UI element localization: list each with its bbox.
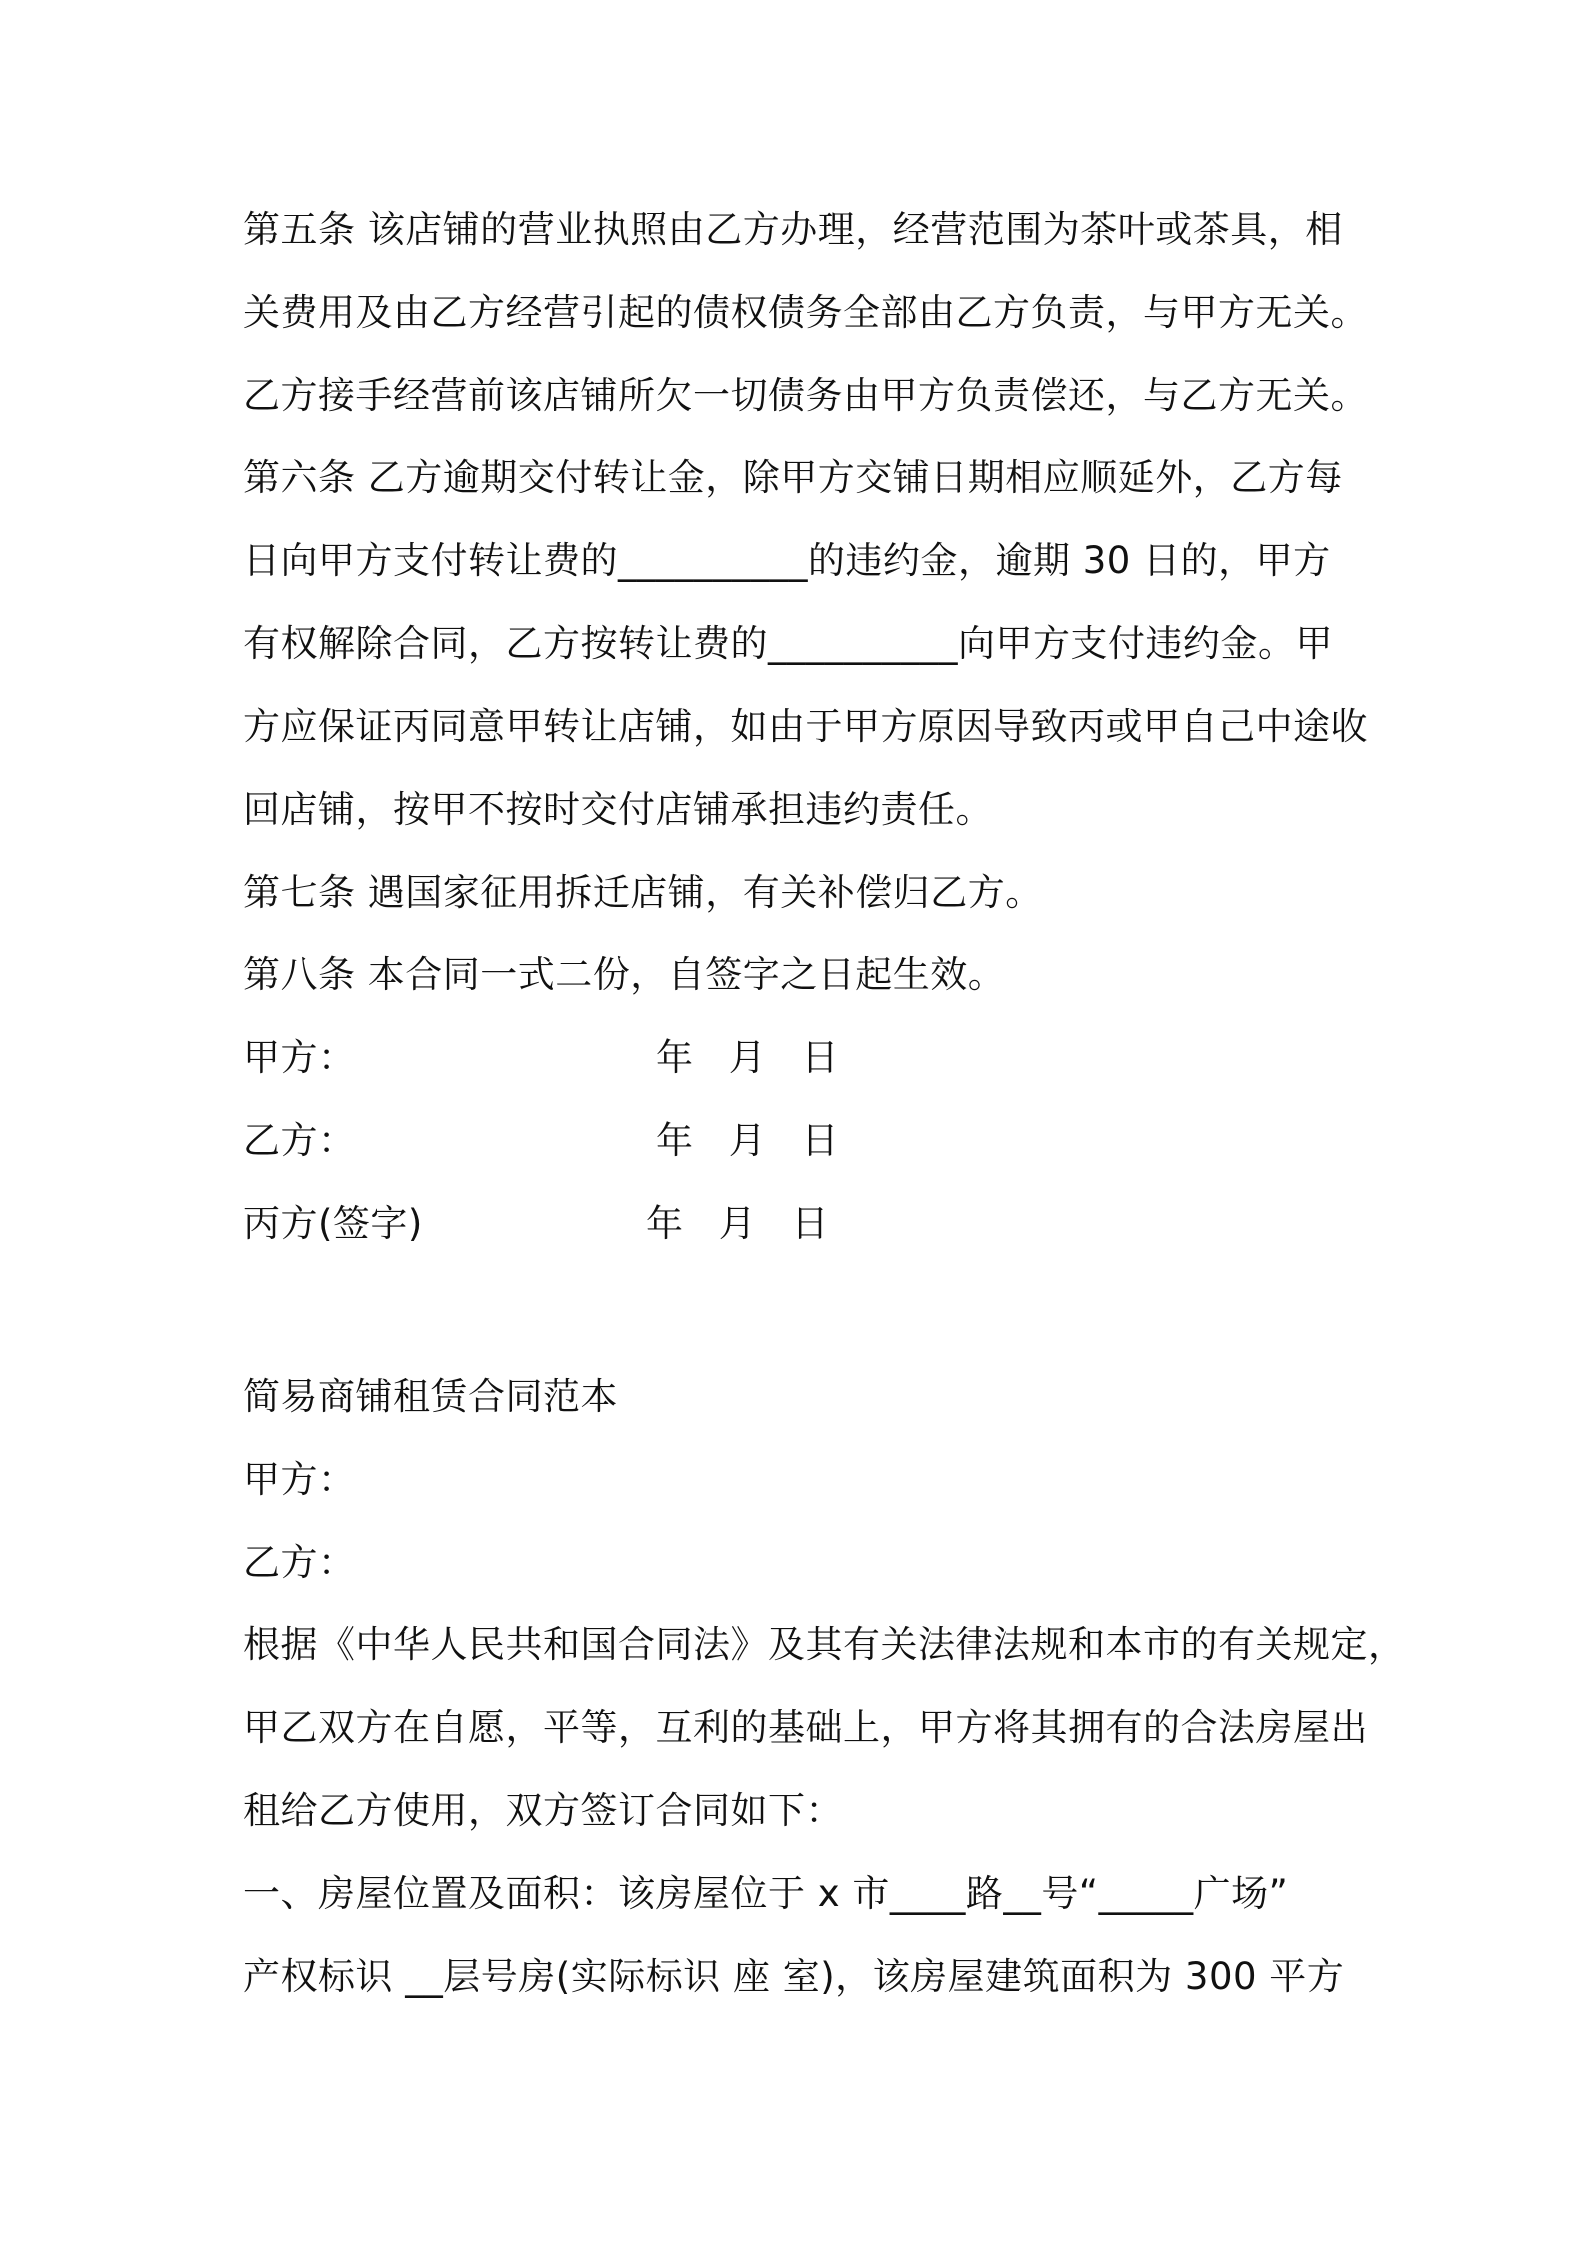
intro-line-1: 根据《中华人民共和国合同法》及其有关法律法规和本市的有关规定，: [243, 1623, 1406, 1666]
signature-party-a-date: 年 月 日: [656, 1036, 851, 1079]
clause-6-line-2: 日向甲方支付转让费的__________的违约金，逾期 30 日的，甲方: [243, 539, 1331, 582]
signature-party-c-label: 丙方(签字): [243, 1202, 423, 1245]
clause-5-line-1: 第五条 该店铺的营业执照由乙方办理，经营范围为茶叶或茶具，相: [243, 208, 1343, 251]
clause-5-line-3: 乙方接手经营前该店铺所欠一切债务由甲方负责偿还，与乙方无关。: [243, 374, 1368, 417]
clause-5-line-2: 关费用及由乙方经营引起的债权债务全部由乙方负责，与甲方无关。: [243, 291, 1368, 334]
second-contract-party-b: 乙方：: [243, 1541, 356, 1584]
clause-6-line-5: 回店铺，按甲不按时交付店铺承担违约责任。: [243, 788, 993, 831]
clause-8: 第八条 本合同一式二份，自签字之日起生效。: [243, 953, 1006, 996]
second-contract-title: 简易商铺租赁合同范本: [243, 1375, 618, 1418]
second-contract-party-a: 甲方：: [243, 1458, 356, 1501]
intro-line-2: 甲乙双方在自愿，平等，互利的基础上，甲方将其拥有的合法房屋出: [243, 1706, 1368, 1749]
clause-6-line-4: 方应保证丙同意甲转让店铺，如由于甲方原因导致丙或甲自己中途收: [243, 705, 1368, 748]
signature-party-c-date: 年 月 日: [646, 1202, 841, 1245]
clause-6-line-1: 第六条 乙方逾期交付转让金，除甲方交铺日期相应顺延外，乙方每: [243, 456, 1343, 499]
signature-party-b-label: 乙方：: [243, 1119, 356, 1162]
signature-party-b-date: 年 月 日: [656, 1119, 851, 1162]
signature-party-a-label: 甲方：: [243, 1036, 356, 1079]
section-1-line-1: 一、房屋位置及面积：该房屋位于 x 市____路__号“_____广场”: [243, 1872, 1289, 1915]
section-1-line-2: 产权标识 __层号房(实际标识 座 室)，该房屋建筑面积为 300 平方: [243, 1955, 1345, 1998]
clause-6-line-3: 有权解除合同，乙方按转让费的__________向甲方支付违约金。甲: [243, 622, 1333, 665]
intro-line-3: 租给乙方使用，双方签订合同如下：: [243, 1789, 843, 1832]
clause-7: 第七条 遇国家征用拆迁店铺，有关补偿归乙方。: [243, 871, 1043, 914]
